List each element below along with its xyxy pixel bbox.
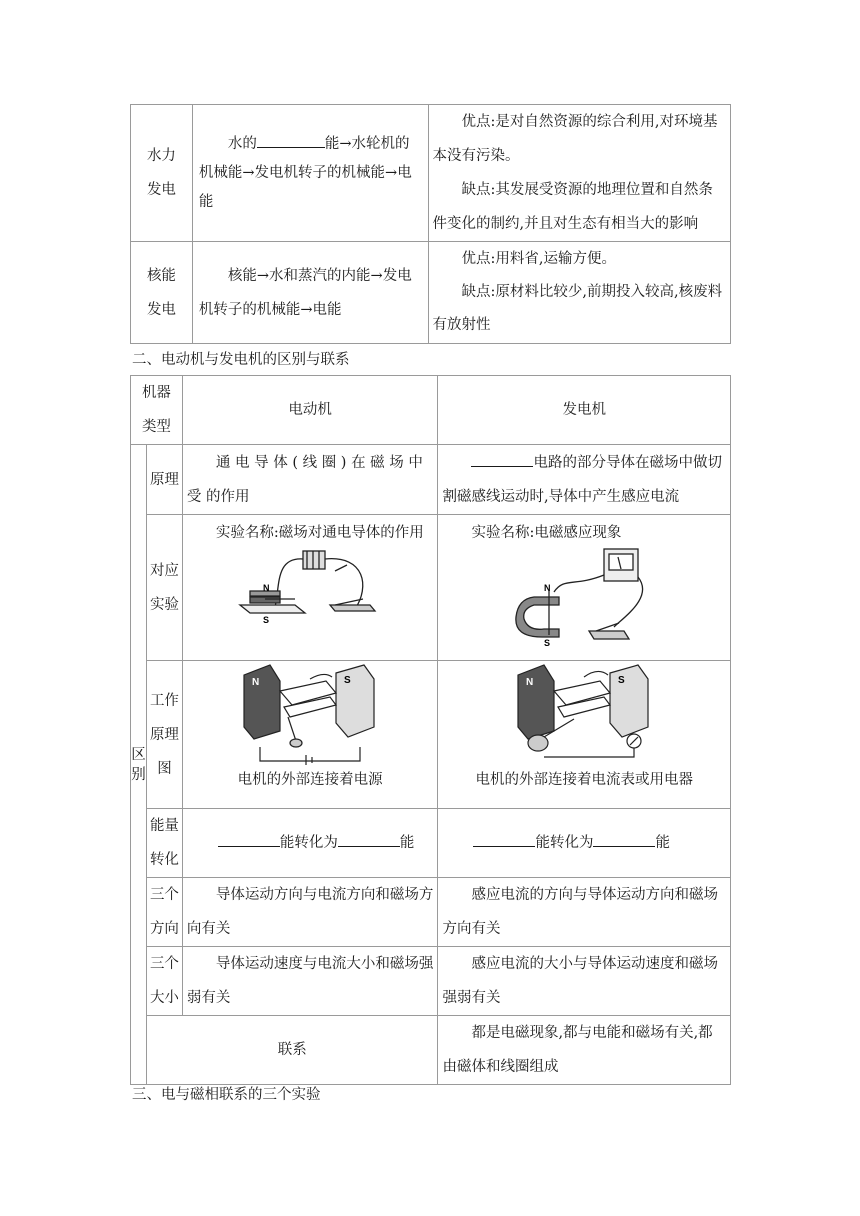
magnitude-text: 感应电流的大小与导体运动速度和磁场强弱有关 [442,956,718,1006]
row-label-line: 实验 [149,596,179,613]
row-label-line: 大小 [149,990,179,1006]
process-text: 水的 [227,135,257,152]
table-row [131,445,731,515]
motor-principle-diagram [240,661,380,767]
generator-experiment-cell [438,515,731,661]
row-label-line: 能量 [149,818,179,834]
generator-energy-cell [438,809,731,878]
disadvantage-text: 缺点:原材料比较少,前期投入较高,核废料有放射性 [432,284,723,333]
pole-label: N [526,677,534,688]
machine-type-header [131,376,183,445]
generator-direction-cell [438,878,731,947]
process-text: 能→水轮机的机械能→发电机转子的机械能→电能 [198,135,412,210]
generator-header: 发电机 [438,376,731,445]
motor-experiment-cell [182,515,438,661]
motor-diagram-cell [182,661,438,809]
energy-text: 能转化为 [535,835,594,851]
group-label-line: 区 [131,746,146,763]
principle-text: 电路的部分导体在磁场中做切割磁感线运动时,导体中产生感应电流 [442,454,722,505]
table-row [131,242,731,344]
advantage-text: 优点:是对自然资源的综合利用,对环境基本没有污染。 [432,114,718,164]
pole-label: S [263,615,270,625]
pole-label: S [544,638,551,647]
row-label-line: 三个 [149,887,179,903]
row-label-line: 原理 [149,726,179,743]
row-label [131,105,193,242]
motor-energy-cell [182,809,438,878]
table-row [131,105,731,242]
motor-header: 电动机 [182,376,438,445]
motor-direction-cell [182,878,438,947]
row-label-line: 发电 [146,182,176,198]
relation-text: 都是电磁现象,都与电能和磁场有关,都由磁体和线圈组成 [442,1025,713,1075]
motor-magnitude-cell [182,947,438,1016]
table-row [131,661,731,809]
energy-process-cell [192,242,428,344]
principle-text: 通 电 导 体 ( 线 圈 ) 在 磁 场 中 受 的作用 [186,454,423,505]
row-label-line: 三个 [149,956,179,972]
header-line: 类型 [141,419,171,435]
group-label-line: 别 [131,766,146,783]
energy-text: 能 [399,835,415,851]
row-label [146,661,182,809]
disadvantage-text: 缺点:其发展受资源的地理位置和自然条件变化的制约,并且对生态有相当大的影响 [432,182,713,232]
diagram-caption: 电机的外部连接着电流表或用电器 [475,772,693,788]
pros-cons-cell [428,105,730,242]
pole-label: N [263,583,270,593]
direction-text: 导体运动方向与电流方向和磁场方向有关 [186,887,434,937]
table-row [131,1016,731,1085]
pole-label: S [344,675,351,686]
experiment-name: 实验名称:电磁感应现象 [471,525,622,541]
section-heading: 三、电与磁相联系的三个实验 [132,1087,321,1103]
section-heading: 二、电动机与发电机的区别与联系 [132,352,350,368]
row-label [146,515,182,661]
direction-text: 感应电流的方向与导体运动方向和磁场方向有关 [442,887,718,937]
difference-group-label [131,445,147,1085]
fill-blank[interactable] [473,845,535,847]
row-label [146,809,182,878]
pole-label: S [618,675,625,686]
row-label: 原理 [146,445,182,515]
table-row [131,947,731,1016]
row-label [146,947,182,1016]
fill-blank[interactable] [257,146,325,148]
fill-blank[interactable] [471,465,533,467]
diagram-caption: 电机的外部连接着电源 [237,772,383,788]
row-label-line: 方向 [149,921,179,937]
energy-text: 能 [655,835,670,851]
generator-experiment-diagram [504,547,664,647]
energy-process-cell [192,105,428,242]
advantage-text: 优点:用料省,运输方便。 [461,251,617,267]
row-label-line: 图 [157,760,172,777]
generator-diagram-cell [438,661,731,809]
fill-blank[interactable] [338,845,400,847]
row-label-line: 水力 [146,148,176,164]
table-row [131,809,731,878]
generator-principle-cell [438,445,731,515]
energy-text: 能转化为 [279,835,338,851]
row-label-line: 对应 [149,562,179,579]
header-line: 机器 [141,385,171,401]
fill-blank[interactable] [593,845,655,847]
magnitude-text: 导体运动速度与电流大小和磁场强弱有关 [186,956,434,1006]
row-label [146,878,182,947]
motor-experiment-diagram [235,547,385,629]
pros-cons-cell [428,242,730,344]
row-label: 联系 [146,1016,437,1085]
table-row [131,515,731,661]
row-label [131,242,193,344]
power-generation-table [130,104,731,344]
experiment-name: 实验名称:磁场对通电导体的作用 [215,525,424,541]
generator-principle-diagram [514,661,654,767]
row-label-line: 核能 [146,267,176,284]
process-text: 核能→水和蒸汽的内能→发电机转子的机械能→电能 [198,267,412,318]
motor-generator-table [130,375,731,1085]
generator-magnitude-cell [438,947,731,1016]
row-label-line: 工作 [149,692,179,709]
motor-principle-cell [182,445,438,515]
table-row [131,878,731,947]
row-label-line: 转化 [149,852,179,868]
pole-label: N [252,677,260,688]
row-label-line: 发电 [146,301,176,318]
relation-cell [438,1016,731,1085]
header-row [131,376,731,445]
pole-label: N [544,583,551,593]
fill-blank[interactable] [218,845,280,847]
